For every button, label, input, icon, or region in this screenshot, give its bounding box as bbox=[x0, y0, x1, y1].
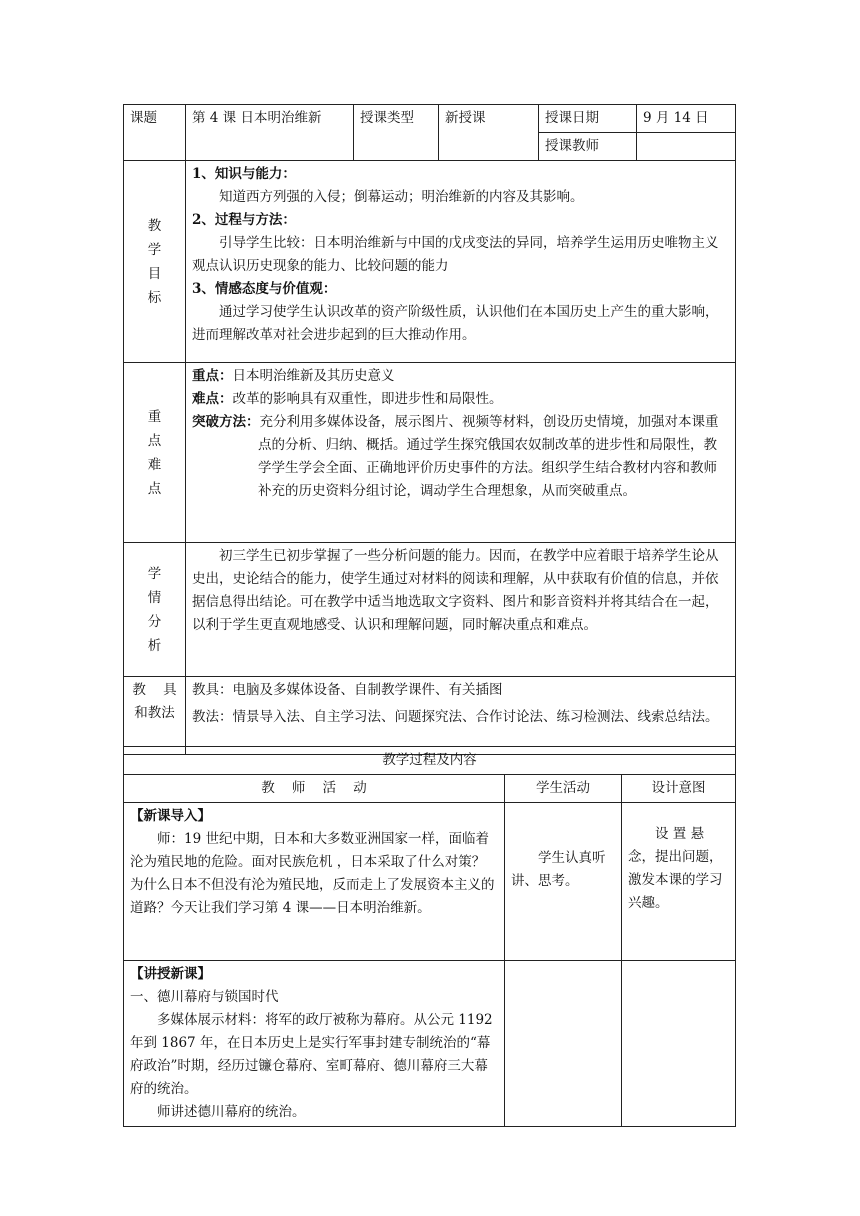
process-title: 教学过程及内容 bbox=[124, 747, 736, 775]
objectives-content bbox=[186, 161, 736, 363]
objectives-label: 教 学 目 标 bbox=[124, 161, 186, 363]
methods-text: 教法：情景导入法、自主学习法、问题探究法、合作讨论法、练习检测法、线索总结法。 bbox=[192, 709, 719, 725]
multimedia-text: 多媒体展示材料：将军的政厅被称为幕府。从公元 1192 年到 1867 年，在日本历史上是实行军事封建专制统治的“幕府政治”时期，经历过镰仓幕府、室町幕府、德川幕府三大幕府的统治。 bbox=[130, 1012, 493, 1097]
topic-value: 第 4 课 日本明治维新 bbox=[186, 105, 354, 161]
teacher-label: 授课教师 bbox=[539, 133, 637, 161]
new-lesson-teacher-cell bbox=[124, 961, 505, 1127]
intro-student-cell bbox=[505, 803, 622, 961]
lesson-info-table bbox=[123, 104, 736, 755]
date-label: 授课日期 bbox=[539, 105, 637, 133]
analysis-content bbox=[186, 543, 736, 677]
teacher-note: 师讲述德川幕府的统治。 bbox=[157, 1104, 306, 1120]
teaching-process-table bbox=[123, 746, 736, 1127]
tools-content bbox=[186, 677, 736, 755]
difficulty-line: 难点：改革的影响具有双重性，即进步性和局限性。 bbox=[192, 391, 503, 407]
key-point-line: 重点：日本明治维新及其历史意义 bbox=[192, 368, 395, 384]
method-line: 突破方法：充分利用多媒体设备，展示图片、视频等材料，创设历史情境，加强对本课重点的分析、归纳、概括。通过学生探究俄国农奴制改革的进步性和局限性，教学学生学会全面、正确地评价历史事件的方法。组织学生结合教材内容和教师补充的历史资料分组讨论，调动学生合理想象，从而突破重点。 bbox=[192, 414, 719, 499]
tools-text: 教具：电脑及多媒体设备、自制教学课件、有关插图 bbox=[192, 682, 503, 698]
objective-text-knowledge: 知道西方列强的入侵；倒幕运动；明治维新的内容及其影响。 bbox=[219, 189, 584, 205]
objective-heading-knowledge: 1、知识与能力： bbox=[192, 166, 296, 182]
objective-text-values: 通过学习使学生认识改革的资产阶级性质，认识他们在本国历史上产生的重大影响，进而理解改革对社会进步起到的巨大推动作用。 bbox=[192, 304, 719, 343]
new-lesson-design-cell bbox=[622, 961, 736, 1127]
key-points-content bbox=[186, 363, 736, 543]
analysis-text: 初三学生已初步掌握了一些分析问题的能力。因而，在教学中应着眼于培养学生论从史出，史论结合的能力，使学生通过对材料的阅读和理解，从中获取有价值的信息，并依据信息得出结论。可在教学中适当地选取文字资料、图片和影音资料并将其结合在一起，以利于学生更直观地感受、认识和理解问题，同时解决重点和难点。 bbox=[192, 548, 719, 633]
type-label: 授课类型 bbox=[354, 105, 439, 161]
type-value: 新授课 bbox=[439, 105, 539, 161]
objective-heading-process: 2、过程与方法： bbox=[192, 212, 296, 228]
key-points-label: 重 点 难 点 bbox=[124, 363, 186, 543]
objective-text-process: 引导学生比较：日本明治维新与中国的戊戌变法的异同，培养学生运用历史唯物主义观点认识历史现象的能力、比较问题的能力 bbox=[192, 235, 719, 274]
analysis-label: 学 情 分 析 bbox=[124, 543, 186, 677]
topic-label: 课题 bbox=[124, 105, 186, 161]
intro-design-cell bbox=[622, 803, 736, 961]
date-value: 9 月 14 日 bbox=[637, 105, 736, 133]
section-1-title: 一、德川幕府与锁国时代 bbox=[130, 989, 279, 1005]
tools-label: 教 具 和教法 bbox=[124, 677, 186, 755]
new-lesson-heading: 【讲授新课】 bbox=[130, 966, 211, 982]
intro-student-text: 学生认真听讲、思考。 bbox=[511, 850, 606, 889]
intro-text: 师：19 世纪中期，日本和大多数亚洲国家一样，面临着沦为殖民地的危险。面对民族危机 ，日本采取了什么对策？为什么日本不但没有沦为殖民地，反而走上了发展资本主义的道路？今天让我们学习第 4 课——日本明治维新。 bbox=[130, 831, 495, 916]
intro-teacher-cell bbox=[124, 803, 505, 961]
new-lesson-student-cell bbox=[505, 961, 622, 1127]
col-student-activity: 学生活动 bbox=[505, 775, 622, 803]
intro-heading: 【新课导入】 bbox=[130, 808, 211, 824]
col-design-intent: 设计意图 bbox=[622, 775, 736, 803]
col-teacher-activity: 教 师 活 动 bbox=[124, 775, 505, 803]
intro-design-text: 设 置 悬念，提出问题，激发本课的学习兴趣。 bbox=[628, 826, 723, 911]
objective-heading-values: 3、情感态度与价值观： bbox=[192, 281, 337, 297]
teacher-value bbox=[637, 133, 736, 161]
